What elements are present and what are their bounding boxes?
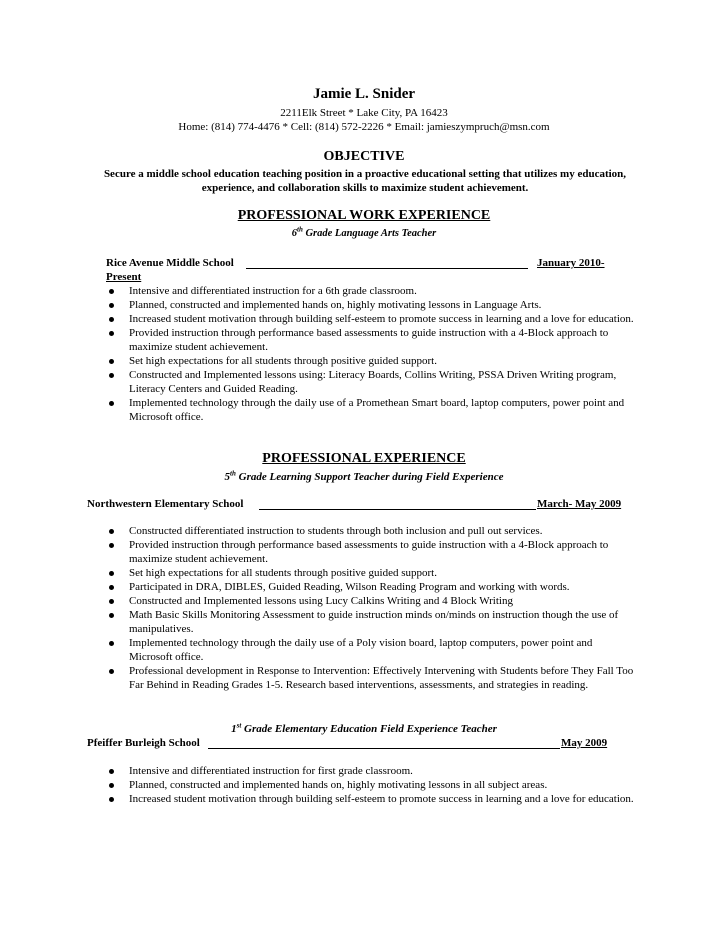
bullet-dot-icon: [109, 797, 114, 802]
bullet-item: [106, 354, 636, 368]
bullet-dot-icon: [109, 289, 114, 294]
bullet-dot-icon: [109, 585, 114, 590]
bullet-dot-icon: [109, 669, 114, 674]
bullet-text: Constructed and Implemented lessons using: Literacy Boards, Collins Writing, PSSA Driven Writing program, Literacy Centers and Guided Reading.: [129, 369, 617, 395]
role2-num: 1: [231, 723, 237, 735]
experience-date1: March- May 2009: [537, 498, 622, 510]
work-role-num: 6: [291, 228, 297, 239]
role1-rest: Grade Learning Support Teacher during Field Experience: [235, 471, 504, 483]
role1-num: 5: [224, 471, 231, 483]
work-school-rule: [246, 268, 528, 269]
bullet-dot-icon: [109, 543, 114, 548]
objective-text: Secure a middle school education teaching position in a proactive educational setting that utilizes my education, experience, and collaboration skills to maximize student achievement.: [103, 168, 627, 194]
bullet-item: [106, 538, 636, 566]
work-date: January 2010-: [537, 257, 605, 269]
bullet-item: [106, 608, 636, 636]
contact-line: Home: (814) 774-4476 * Cell: (814) 572-2226 * Email: jamieszympruch@msn.com: [178, 121, 550, 133]
work-date-continued: Present: [106, 271, 142, 283]
bullet-text: Planned, constructed and implemented hands on, highly motivating lessons in Language Arts.: [129, 299, 542, 311]
bullet-dot-icon: [109, 401, 114, 406]
experience-school1-name: Northwestern Elementary School: [87, 498, 244, 510]
role2-rest: Grade Elementary Education Field Experience Teacher: [241, 723, 497, 735]
bullet-text: Participated in DRA, DIBLES, Guided Reading, Wilson Reading Program and working with words.: [129, 581, 570, 593]
bullet-item: [106, 764, 636, 778]
bullet-item: [106, 664, 636, 692]
bullet-dot-icon: [109, 529, 114, 534]
bullet-item: [106, 636, 636, 664]
bullet-text: Implemented technology through the daily use of a Poly vision board, laptop computers, power point and Microsoft office.: [129, 637, 593, 663]
experience-role1-title: [0, 470, 728, 484]
bullet-dot-icon: [109, 359, 114, 364]
bullet-dot-icon: [109, 373, 114, 378]
bullet-dot-icon: [109, 769, 114, 774]
experience-role2-title: [0, 722, 728, 736]
bullet-dot-icon: [109, 571, 114, 576]
bullet-text: Intensive and differentiated instruction for a 6th grade classroom.: [129, 285, 417, 297]
work-bullet-list: [106, 284, 636, 424]
bullet-dot-icon: [109, 331, 114, 336]
bullet-dot-icon: [109, 613, 114, 618]
experience-school1-rule: [259, 509, 536, 510]
work-role-sup: th: [297, 225, 303, 234]
bullet-item: [106, 566, 636, 580]
bullet-text: Intensive and differentiated instruction for first grade classroom.: [129, 765, 413, 777]
bullet-item: [106, 368, 636, 396]
bullet-item: [106, 594, 636, 608]
bullet-item: [106, 580, 636, 594]
bullet-text: Professional development in Response to Intervention: Effectively Intervening with Students before They Fall Too Far Behind in Reading Grades 1-5. Research based interventions, assessments, and strategies in reading.: [129, 665, 634, 691]
objective-heading: OBJECTIVE: [323, 149, 405, 164]
work-school-name: Rice Avenue Middle School: [106, 257, 234, 269]
bullet-item: [106, 326, 636, 354]
experience-school2-rule: [208, 748, 560, 749]
bullet-item: [106, 312, 636, 326]
bullet-text: Math Basic Skills Monitoring Assessment to guide instruction minds on/minds on instruction though the use of manipulatives.: [129, 609, 619, 635]
experience-heading: PROFESSIONAL EXPERIENCE: [262, 451, 466, 466]
work-experience-heading: PROFESSIONAL WORK EXPERIENCE: [237, 208, 491, 223]
candidate-name: Jamie L. Snider: [312, 86, 416, 102]
bullet-dot-icon: [109, 783, 114, 788]
role1-sup: th: [230, 469, 236, 478]
bullet-item: [106, 792, 636, 806]
address-line: 2211Elk Street * Lake City, PA 16423: [280, 107, 448, 119]
bullet-text: Provided instruction through performance based assessments to guide instruction with a 4-Block approach to maximize student achievement.: [129, 327, 609, 353]
bullet-dot-icon: [109, 599, 114, 604]
role2-sup: st: [236, 721, 242, 730]
bullet-text: Provided instruction through performance based assessments to guide instruction with a 4-Block approach to maximize student achievement.: [129, 539, 609, 565]
bullet-text: Set high expectations for all students through positive guided support.: [129, 567, 437, 579]
bullet-item: [106, 524, 636, 538]
bullet-item: [106, 284, 636, 298]
bullet-item: [106, 298, 636, 312]
bullet-dot-icon: [109, 317, 114, 322]
experience-date2: May 2009: [561, 737, 608, 749]
experience-school2-name: Pfeiffer Burleigh School: [87, 737, 200, 749]
bullet-item: [106, 396, 636, 424]
bullet-text: Constructed differentiated instruction to students through both inclusion and pull out services.: [129, 525, 543, 537]
bullet-item: [106, 778, 636, 792]
bullet-text: Increased student motivation through building self-esteem to promote success in learning and a love for education.: [129, 793, 634, 805]
bullet-text: Planned, constructed and implemented hands on, highly motivating lessons in all subject areas.: [129, 779, 548, 791]
work-role-title: [0, 227, 728, 241]
experience-bullet-list-2: [106, 764, 636, 806]
bullet-text: Increased student motivation through building self-esteem to promote success in learning and a love for education.: [129, 313, 634, 325]
work-role-rest: Grade Language Arts Teacher: [302, 228, 437, 239]
bullet-dot-icon: [109, 303, 114, 308]
bullet-dot-icon: [109, 641, 114, 646]
experience-bullet-list-1: [106, 524, 636, 692]
bullet-text: Implemented technology through the daily use of a Promethean Smart board, laptop computers, power point and Microsoft office.: [129, 397, 625, 423]
bullet-text: Set high expectations for all students through positive guided support.: [129, 355, 437, 367]
bullet-text: Constructed and Implemented lessons using Lucy Calkins Writing and 4 Block Writing: [129, 595, 513, 607]
